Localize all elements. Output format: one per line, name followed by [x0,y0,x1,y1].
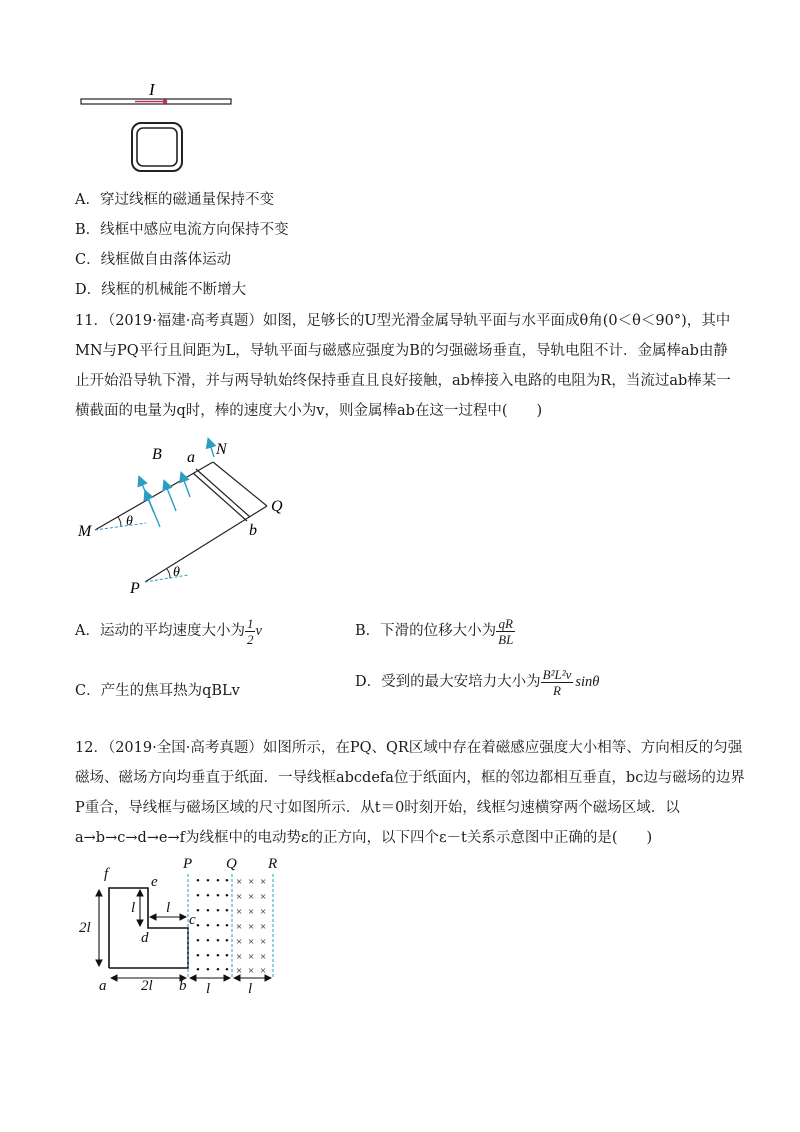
q11-stem-line-2: MN与PQ平行且间距为L，导轨平面与磁感应强度为B的匀强磁场垂直，导轨电阻不计．金属棒ab由静 [75,343,728,359]
field-crosses-qr [236,876,266,977]
svg-text:×: × [260,965,267,977]
q11-stem-line-3: 止开始沿导轨下滑，并与两导轨始终保持垂直且良好接触，ab棒接入电路的电阻为R，当流过ab棒某一 [75,373,731,389]
svg-text:×: × [236,906,243,918]
field-dots-pq [196,875,229,976]
fraction-denominator: R [553,682,561,698]
svg-text:×: × [248,876,255,888]
svg-text:•: • [216,890,220,902]
q11-option-a-text: A．运动的平均速度大小为 [75,623,245,639]
fraction-b2l2v-r [541,667,574,698]
rail-mn [95,462,213,530]
loop-abcdef [109,888,188,968]
svg-text:•: • [196,890,200,902]
svg-text:•: • [225,875,229,887]
svg-text:×: × [248,906,255,918]
svg-text:•: • [196,935,200,947]
label-2l-bottom: 2l [141,978,153,994]
label-Q: Q [226,856,237,872]
square-loop-inner [137,128,177,166]
field-arrow-3 [165,483,176,511]
fraction-denominator: 2 [246,631,254,647]
svg-text:×: × [260,951,267,963]
svg-text:•: • [225,920,229,932]
svg-text:×: × [260,876,267,888]
svg-text:•: • [196,905,200,917]
label-R: R [268,856,278,872]
svg-text:×: × [236,891,243,903]
label-b: b [179,978,187,994]
label-a: a [187,449,195,466]
label-B: B [152,446,162,463]
svg-text:•: • [216,875,220,887]
svg-text:•: • [216,920,220,932]
sin-theta: sinθ [575,674,600,690]
q11-stem-line-1: 11．（2019·福建·高考真题）如图，足够长的U型光滑金属导轨平面与水平面成θ角(0＜θ＜90°)，其中 [75,313,731,329]
label-Q: Q [271,498,283,515]
svg-text:×: × [260,906,267,918]
q10-figure [75,78,245,178]
svg-text:•: • [216,950,220,962]
label-l-dc: l [166,900,171,916]
fraction-one-half [245,616,256,647]
q12-stem-line-3: P重合，导线框与磁场区域的尺寸如图所示．从t＝0时刻开始，线框匀速横穿两个磁场区域．以 [75,800,680,816]
q10-option-c[interactable]: C．线框做自由落体运动 [75,252,232,268]
svg-text:•: • [216,935,220,947]
q12-stem-line-2: 磁场、磁场方向均垂直于纸面．一导线框abcdefa位于纸面内，框的邻边都相互垂直，bc边与磁场的边界 [75,770,745,786]
svg-text:•: • [225,905,229,917]
rail-n-q [213,462,267,506]
q11-option-c[interactable]: C．产生的焦耳热为qBLv [75,683,240,699]
svg-text:•: • [216,905,220,917]
q10-option-d[interactable]: D．线框的机械能不断增大 [75,282,247,298]
square-loop-outer [132,123,182,171]
q12-stem-line-1: 12．（2019·全国·高考真题）如图所示，在PQ、QR区域中存在着磁感应强度大小相等、方向相反的匀强 [75,740,743,756]
q10-option-a[interactable]: A．穿过线框的磁通量保持不变 [75,192,274,208]
svg-text:×: × [248,891,255,903]
fraction-qr-bl [496,616,515,647]
svg-text:•: • [196,964,200,976]
velocity-symbol: v [255,623,262,639]
label-P: P [183,856,193,872]
svg-text:•: • [206,920,210,932]
label-l-qr: l [248,981,253,997]
label-c: c [189,912,196,928]
svg-text:×: × [260,921,267,933]
svg-text:×: × [260,891,267,903]
svg-text:×: × [236,951,243,963]
svg-text:×: × [248,936,255,948]
svg-text:•: • [206,950,210,962]
svg-text:•: • [196,950,200,962]
q10-option-b[interactable]: B．线框中感应电流方向保持不变 [75,222,289,238]
svg-text:×: × [248,965,255,977]
q11-option-a[interactable] [75,614,262,648]
svg-text:•: • [206,964,210,976]
svg-text:•: • [196,920,200,932]
label-2l-left: 2l [79,920,91,936]
current-label: I [149,80,155,99]
q12-figure [75,852,290,1002]
svg-text:•: • [225,950,229,962]
svg-text:×: × [236,936,243,948]
current-arrow-head [163,99,168,104]
q11-stem-line-4: 横截面的电量为q时，棒的速度大小为v，则金属棒ab在这一过程中( ) [75,403,543,419]
svg-text:×: × [248,921,255,933]
svg-text:•: • [206,935,210,947]
field-arrow-4 [182,475,190,497]
q11-option-d-text: D．受到的最大安培力大小为 [355,674,541,690]
label-d: d [141,930,149,946]
label-b: b [249,522,257,539]
angle-arc-m [118,517,121,526]
field-arrow-5 [209,441,214,457]
svg-text:•: • [206,875,210,887]
label-a: a [99,978,107,994]
bar-ab-1 [193,473,247,521]
svg-text:•: • [225,890,229,902]
label-theta-m: θ [126,514,133,529]
svg-text:×: × [236,921,243,933]
rail-pq [145,506,267,582]
svg-text:•: • [225,964,229,976]
label-N: N [216,441,227,458]
q11-option-b-text: B．下滑的位移大小为 [355,623,497,639]
q11-option-d[interactable] [355,662,599,702]
fraction-numerator: B²L²v [542,666,572,682]
svg-text:•: • [206,905,210,917]
svg-text:×: × [236,965,243,977]
bar-ab-2 [196,469,250,517]
angle-arc-p [167,569,170,578]
svg-text:×: × [260,936,267,948]
label-theta-p: θ [173,565,180,580]
svg-text:•: • [196,875,200,887]
svg-text:•: • [225,935,229,947]
label-l-pq: l [206,981,211,997]
svg-text:×: × [236,876,243,888]
fraction-numerator: qR [496,616,515,632]
fraction-denominator: BL [498,631,514,647]
q11-option-b[interactable] [355,614,515,648]
svg-text:×: × [248,951,255,963]
svg-text:•: • [216,964,220,976]
label-M: M [78,523,92,540]
svg-text:•: • [206,890,210,902]
label-f: f [104,866,109,882]
field-arrow-2 [146,493,160,527]
fraction-numerator: 1 [246,615,254,631]
label-e: e [151,874,158,890]
q12-stem-line-4: a→b→c→d→e→f为线框中的电动势ε的正方向，以下四个ε－t关系示意图中正确的是( ) [75,830,653,846]
label-l-ed: l [131,900,136,916]
label-P: P [130,580,140,597]
q11-figure [70,435,300,600]
